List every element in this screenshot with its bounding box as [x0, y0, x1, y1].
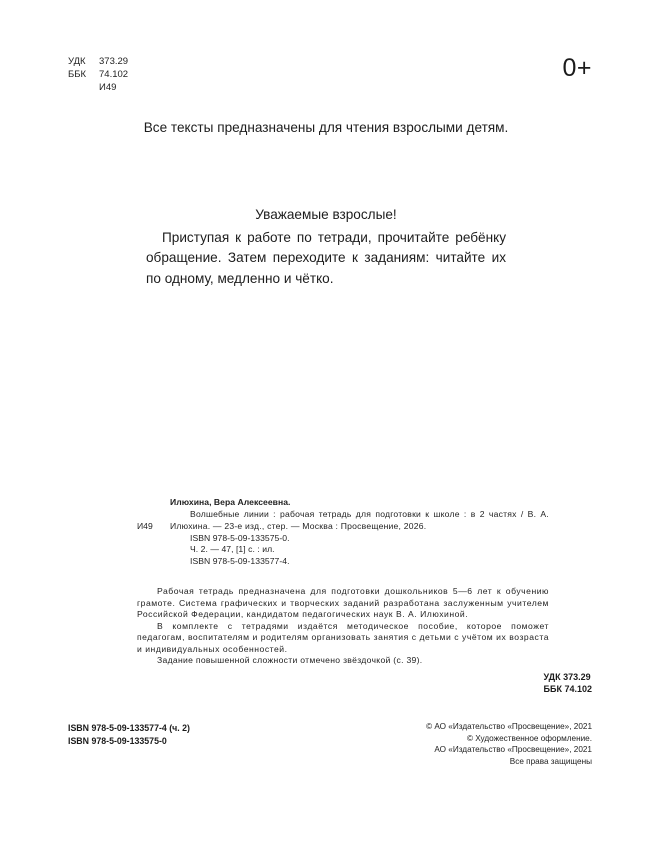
annotation-paragraph-3: Задание повышенной сложности отмечено звёздочкой (с. 39). — [157, 655, 423, 666]
biblio-shelf-mark: И49 — [137, 520, 153, 531]
reading-notice: Все тексты предназначены для чтения взрослыми детям. — [143, 120, 509, 135]
copyright-block — [387, 721, 592, 767]
copyright-line-1: © АО «Издательство «Просвещение», 2021 — [426, 722, 592, 731]
biblio-part-info: Ч. 2. — 47, [1] с. : ил. — [190, 544, 275, 555]
bbk-value: 74.102 — [99, 69, 129, 81]
copyright-line-3: АО «Издательство «Просвещение», 2021 — [434, 745, 592, 755]
biblio-author: Илюхина, Вера Алексеевна. — [170, 497, 291, 507]
annotation-paragraph-2: В комплекте с тетрадями издаётся методическое пособие, которое поможет педагогам, воспитателям и родителям организовать занятия с детьми с учётом их возраста и индивидуальных особенностей. — [137, 620, 549, 654]
classification-codes-repeat — [544, 671, 592, 696]
bbk-label: ББК — [68, 69, 87, 81]
copyright-line-2: © Художественное оформление. — [466, 733, 592, 743]
biblio-description-wrap — [137, 509, 549, 532]
udk-value: 373.29 — [99, 56, 129, 67]
isbn-block — [68, 722, 190, 747]
shelf-mark-value: И49 — [99, 82, 117, 94]
annotation-paragraph-1: Рабочая тетрадь предназначена для подготовки дошкольников 5—6 лет к обучению грамоте. Система графических и творческих заданий разработана заслуженным учителем Российской Федерации, кандидатом педагогических наук В. А. Илюхиной. — [137, 586, 549, 620]
address-to-adults — [146, 205, 506, 289]
udk-row — [68, 55, 128, 68]
biblio-description: Волшебные линии : рабочая тетрадь для подготовки к школе : в 2 частях / В. А. Илюхина. — 23-е изд., стер. — Москва : Просвещение, 2026. — [170, 509, 549, 531]
address-heading: Уважаемые взрослые! — [255, 207, 397, 222]
bbk-row — [68, 68, 128, 81]
address-body: Приступая к работе по тетради, прочитайте ребёнку обращение. Затем переходите к заданиям: читайте их по одному, медленно и чётко. — [146, 229, 506, 286]
biblio-isbn-part: ISBN 978-5-09-133577-4. — [190, 555, 290, 566]
classification-codes — [68, 55, 128, 95]
udk-label: УДК — [68, 56, 86, 67]
isbn-part: ISBN 978-5-09-133577-4 (ч. 2) — [68, 723, 190, 733]
copyright-line-4: Все права защищены — [509, 756, 592, 766]
age-rating-badge: 0+ — [562, 54, 592, 82]
biblio-isbn-set: ISBN 978-5-09-133575-0. — [190, 532, 290, 543]
isbn-set: ISBN 978-5-09-133575-0 — [68, 735, 167, 746]
udk-repeat: УДК 373.29 — [543, 672, 591, 682]
bbk-repeat: ББК 74.102 — [543, 684, 592, 695]
shelf-mark-row — [68, 81, 128, 94]
biblio-isbn-list — [170, 533, 549, 568]
bibliographic-record — [137, 497, 549, 568]
annotation-block — [137, 586, 549, 667]
